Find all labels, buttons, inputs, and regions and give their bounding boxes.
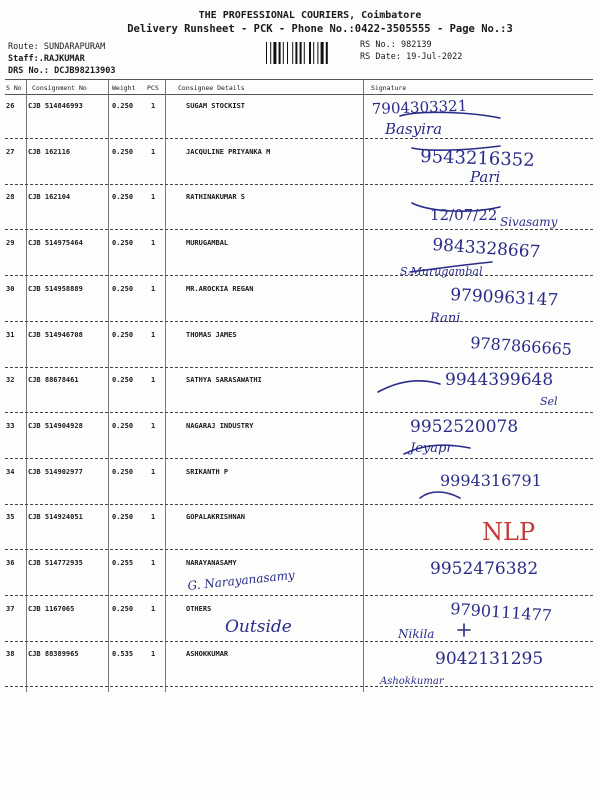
r33-phone: 9952520078 (410, 417, 519, 437)
col-sno: S No (6, 84, 22, 92)
pen-stroke (378, 381, 440, 392)
r29-phone: 9843328667 (431, 235, 541, 263)
cell-consignee: NAGARAJ INDUSTRY (186, 422, 254, 430)
cell-pcs: 1 (151, 650, 156, 658)
company-title: THE PROFESSIONAL COURIERS, Coimbatore (198, 10, 422, 21)
cell-pcs: 1 (151, 513, 156, 521)
cell-sno: 32 (6, 376, 15, 384)
cell-weight: 0.255 (112, 559, 134, 567)
cell-consignment: CJB 514946708 (28, 331, 83, 339)
cell-weight: 0.250 (112, 605, 134, 613)
r30-phone: 9790963147 (449, 285, 559, 311)
r38-sign: Ashokkumar (380, 676, 444, 687)
r27-phone: 9543216352 (419, 146, 536, 171)
cell-consignment: CJB 88389965 (28, 650, 79, 658)
r31-phone: 9787866665 (469, 333, 573, 360)
cell-weight: 0.250 (112, 148, 134, 156)
col-pcs: PCS (147, 84, 159, 92)
cell-weight: 0.250 (112, 285, 134, 293)
cell-sno: 31 (6, 331, 15, 339)
col-weight: Weight (112, 84, 136, 92)
r36-phone: 9952476382 (430, 559, 539, 579)
r26-sign: Basyira (385, 120, 443, 138)
r27-sign: Pari (470, 168, 501, 186)
runsheet-subtitle: Delivery Runsheet - PCK - Phone No.:0422-3505555 - Page No.:3 (127, 23, 513, 35)
r28-note: 12/07/22 (430, 206, 498, 224)
rs-no-value: 982139 (400, 40, 432, 50)
cell-weight: 0.250 (112, 513, 134, 521)
cell-sno: 37 (6, 605, 15, 613)
pen-stroke (420, 492, 460, 498)
cell-sno: 29 (6, 239, 15, 247)
cell-pcs: 1 (151, 331, 156, 339)
route-value: SUNDARAPURAM (43, 42, 106, 52)
rs-date-value: 19-Jul-2022 (406, 52, 463, 62)
col-signature: Signature (371, 84, 407, 92)
cell-consignment: CJB 514904928 (28, 422, 83, 430)
cell-consignment: CJB 514902977 (28, 468, 83, 476)
drs-value: DCJB98213903 (54, 66, 116, 76)
cell-consignee: GOPALAKRISHNAN (186, 513, 246, 521)
cell-consignee: JACQULINE PRIYANKA M (186, 148, 271, 156)
col-consignment: Consignment No (32, 84, 87, 92)
cell-consignment: CJB 514846993 (28, 102, 83, 110)
cell-consignee: SUGAM STOCKIST (186, 102, 246, 110)
cell-pcs: 1 (151, 422, 156, 430)
cell-pcs: 1 (151, 148, 156, 156)
r32-sign: Sel (540, 395, 558, 408)
r30-sign: Rani (430, 311, 461, 326)
cell-weight: 0.250 (112, 422, 134, 430)
cell-sno: 38 (6, 650, 15, 658)
cell-weight: 0.250 (112, 102, 134, 110)
r36-name: G. Narayanasamy (186, 567, 296, 593)
cell-consignment: CJB 88678461 (28, 376, 79, 384)
cell-pcs: 1 (151, 239, 156, 247)
cell-weight: 0.250 (112, 331, 134, 339)
r37-name: Outside (225, 617, 292, 637)
staff-label: Staff:. (8, 54, 44, 64)
cell-consignment: CJB 514924051 (28, 513, 83, 521)
cell-sno: 27 (6, 148, 15, 156)
pen-stroke (458, 624, 470, 636)
cell-sno: 26 (6, 102, 15, 110)
cell-consignment: CJB 162104 (28, 193, 71, 201)
cell-consignee: MURUGAMBAL (186, 239, 229, 247)
cell-weight: 0.250 (112, 239, 134, 247)
cell-pcs: 1 (151, 468, 156, 476)
cell-pcs: 1 (151, 559, 156, 567)
rs-no-label: RS No.: (360, 40, 396, 50)
cell-consignment: CJB 162116 (28, 148, 71, 156)
cell-weight: 0.535 (112, 650, 134, 658)
cell-consignee: SRIKANTH P (186, 468, 229, 476)
cell-weight: 0.250 (112, 376, 134, 384)
r33-sign: Jeyapr (410, 441, 453, 456)
r28-sign: Sivasamy (500, 215, 558, 229)
r37-sign: Nikila (398, 627, 435, 641)
cell-consignment: CJB 514958889 (28, 285, 83, 293)
cell-consignee: OTHERS (186, 605, 212, 613)
cell-sno: 30 (6, 285, 15, 293)
staff-value: RAJKUMAR (43, 54, 85, 64)
cell-consignment: CJB 514772935 (28, 559, 83, 567)
r38-phone: 9042131295 (435, 649, 544, 669)
cell-consignee: SATHYA SARASAWATHI (186, 376, 262, 384)
cell-sno: 28 (6, 193, 15, 201)
cell-weight: 0.250 (112, 468, 134, 476)
cell-sno: 34 (6, 468, 15, 476)
route-label: Route: (8, 42, 39, 52)
cell-consignee: NARAYANASAMY (186, 559, 237, 567)
cell-weight: 0.250 (112, 193, 134, 201)
cell-consignment: CJB 1167065 (28, 605, 75, 613)
r34-phone: 9994316791 (440, 471, 542, 490)
cell-consignee: RATHINAKUMAR S (186, 193, 246, 201)
cell-pcs: 1 (151, 102, 156, 110)
cell-consignee: ASHOKKUMAR (186, 650, 229, 658)
col-consignee: Consignee Details (178, 84, 245, 92)
cell-consignee: MR.AROCKIA REGAN (186, 285, 254, 293)
cell-pcs: 1 (151, 605, 156, 613)
cell-sno: 35 (6, 513, 15, 521)
cell-pcs: 1 (151, 285, 156, 293)
cell-pcs: 1 (151, 193, 156, 201)
cell-consignment: CJB 514975464 (28, 239, 83, 247)
rs-date-label: RS Date: (360, 52, 401, 62)
r35-nlp-mark: NLP (482, 518, 536, 546)
r26-phone: 7904303321 (371, 96, 468, 118)
cell-sno: 33 (6, 422, 15, 430)
cell-pcs: 1 (151, 376, 156, 384)
r29-sign: S.Murugambal (400, 265, 483, 278)
r37-phone: 9790111477 (449, 599, 553, 626)
r32-phone: 9944399648 (445, 370, 554, 390)
drs-label: DRS No.: (8, 66, 49, 76)
cell-sno: 36 (6, 559, 15, 567)
cell-consignee: THOMAS JAMES (186, 331, 237, 339)
